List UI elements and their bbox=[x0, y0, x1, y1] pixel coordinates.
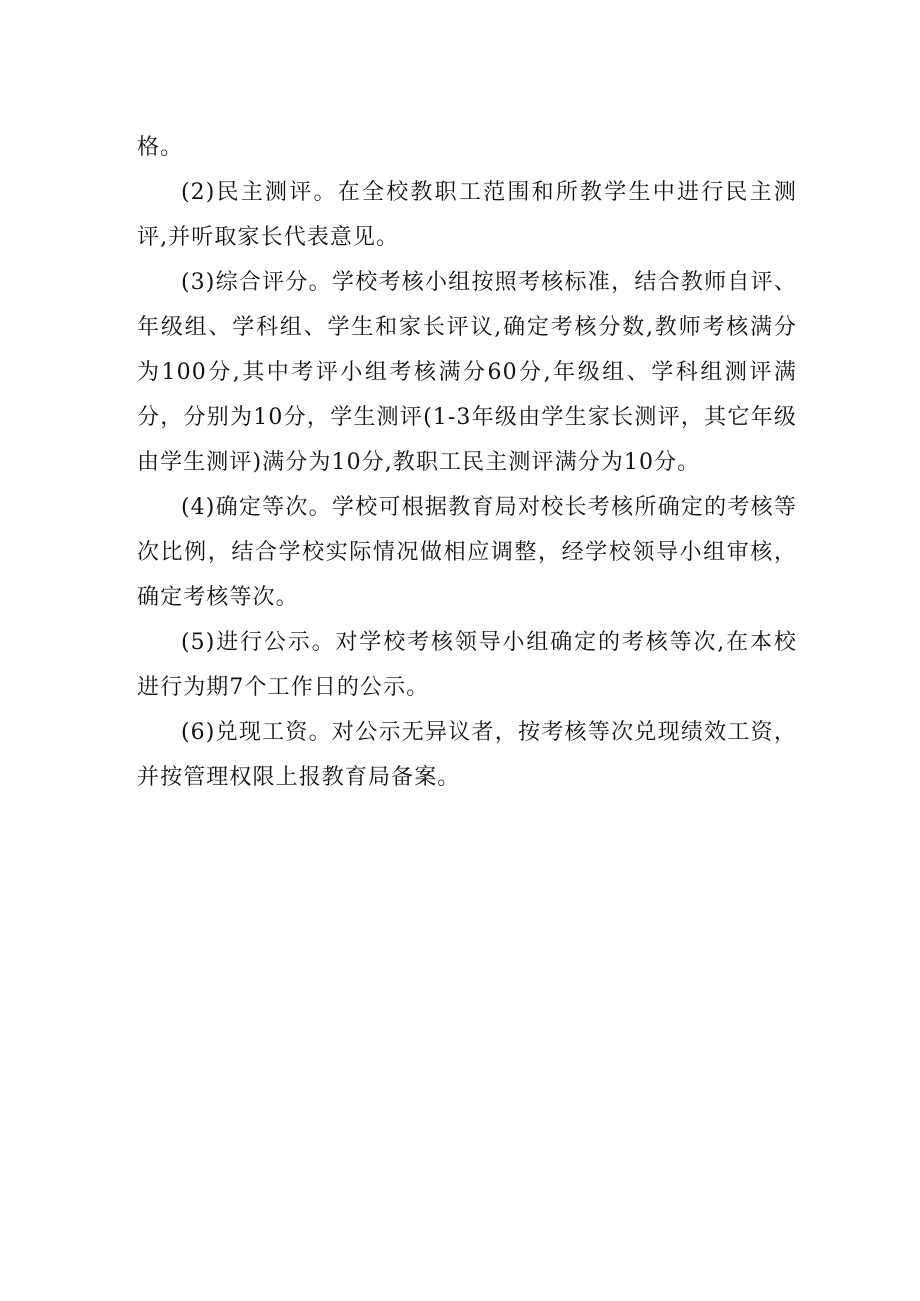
paragraph-comprehensive-scoring: (3)综合评分。学校考核小组按照考核标准，结合教师自评、年级组、学科组、学生和家长评议,确定考核分数,教师考核满分为100分,其中考评小组考核满分60分,年级组、学科组测评满分，分别为10分，学生测评(1-3年级由学生家长测评，其它年级由学生测评)满分为10分,教职工民主测评满分为10分。 bbox=[137, 270, 797, 475]
paragraph-democratic-evaluation: (2)民主测评。在全校教职工范围和所教学生中进行民主测评,并听取家长代表意见。 bbox=[137, 180, 797, 250]
paragraph-public-notice: (5)进行公示。对学校考核领导小组确定的考核等次,在本校进行为期7个工作日的公示。 bbox=[137, 630, 797, 700]
paragraph-pay-wages: (6)兑现工资。对公示无异议者，按考核等次兑现绩效工资，并按管理权限上报教育局备案。 bbox=[137, 720, 797, 790]
paragraph-determine-grade: (4)确定等次。学校可根据教育局对校长考核所确定的考核等次比例，结合学校实际情况做相应调整，经学校领导小组审核，确定考核等次。 bbox=[137, 495, 797, 610]
paragraph-continuation: 格。 bbox=[137, 135, 184, 160]
document-body bbox=[137, 125, 797, 800]
